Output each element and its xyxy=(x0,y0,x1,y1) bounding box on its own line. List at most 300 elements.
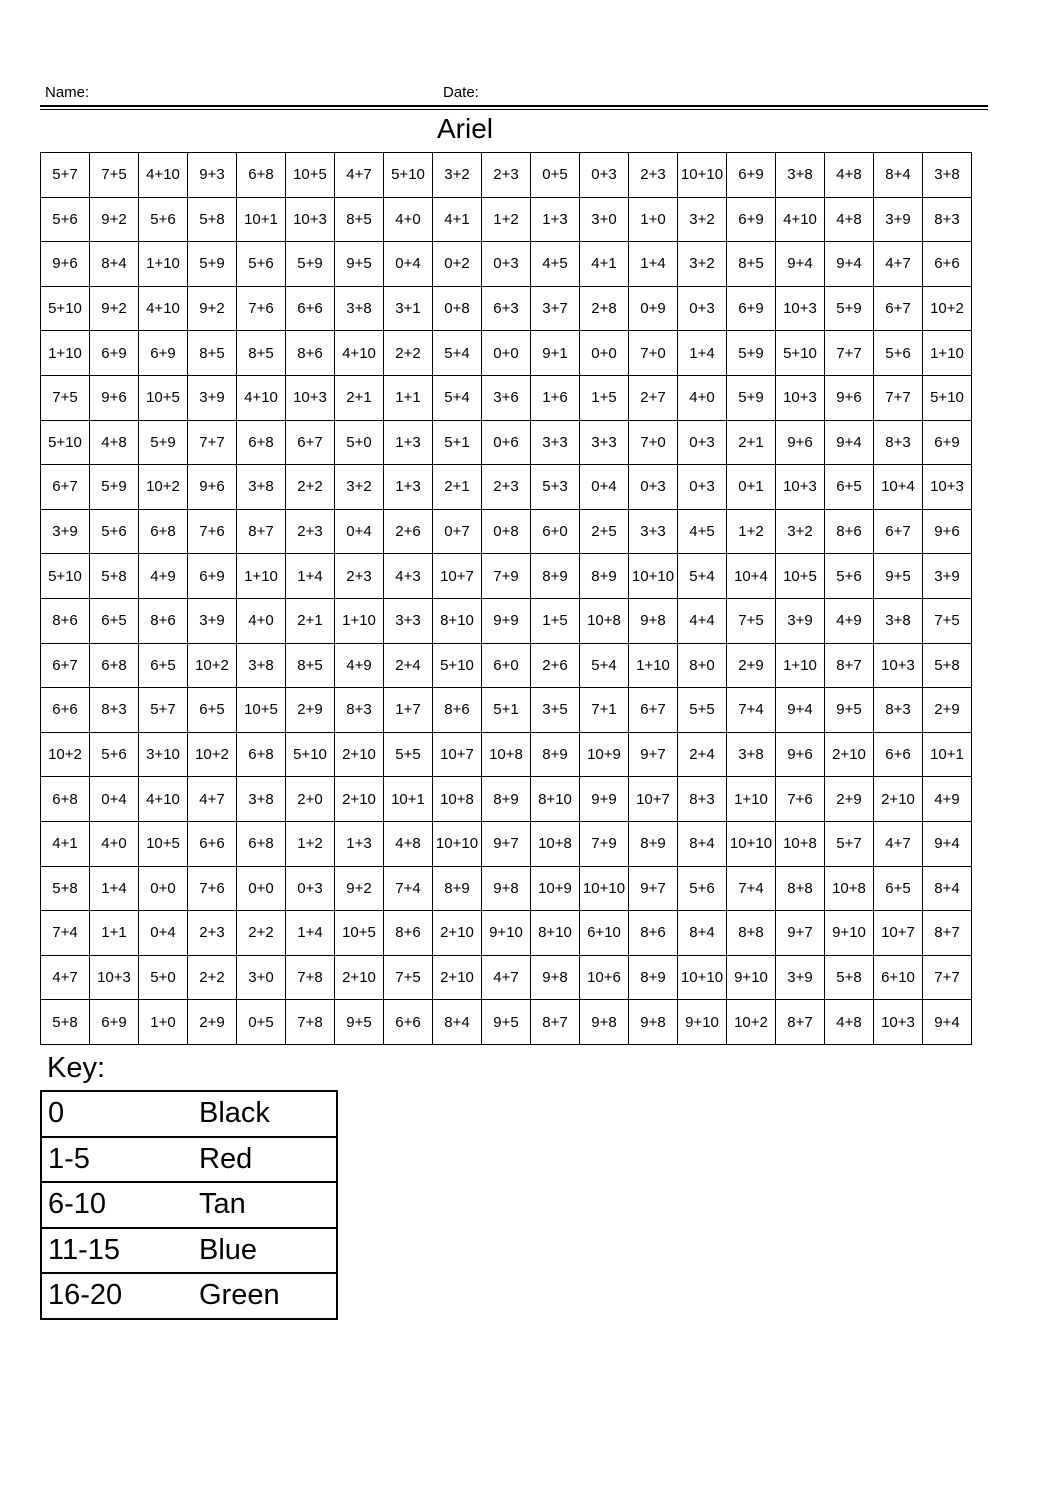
grid-cell: 1+10 xyxy=(923,331,972,376)
grid-row xyxy=(41,688,972,733)
grid-cell: 10+5 xyxy=(139,821,188,866)
grid-cell: 1+3 xyxy=(384,465,433,510)
grid-cell: 6+8 xyxy=(237,821,286,866)
grid-cell: 6+9 xyxy=(923,420,972,465)
grid-cell: 8+5 xyxy=(237,331,286,376)
grid-cell: 10+3 xyxy=(90,955,139,1000)
grid-cell: 5+8 xyxy=(90,554,139,599)
grid-cell: 8+10 xyxy=(433,598,482,643)
grid-cell: 9+6 xyxy=(188,465,237,510)
grid-cell: 9+9 xyxy=(580,777,629,822)
key-range: 0 xyxy=(41,1091,193,1137)
grid-cell: 3+3 xyxy=(531,420,580,465)
grid-cell: 0+3 xyxy=(286,866,335,911)
grid-row xyxy=(41,331,972,376)
grid-cell: 10+2 xyxy=(188,643,237,688)
grid-cell: 3+3 xyxy=(629,509,678,554)
grid-cell: 10+3 xyxy=(776,286,825,331)
grid-cell: 0+5 xyxy=(237,1000,286,1045)
grid-cell: 0+3 xyxy=(482,242,531,287)
grid-cell: 9+4 xyxy=(825,420,874,465)
grid-cell: 1+4 xyxy=(629,242,678,287)
grid-cell: 3+9 xyxy=(874,197,923,242)
grid-cell: 5+7 xyxy=(139,688,188,733)
grid-cell: 4+7 xyxy=(874,821,923,866)
grid-cell: 3+8 xyxy=(874,598,923,643)
grid-cell: 4+10 xyxy=(237,375,286,420)
grid-cell: 5+10 xyxy=(286,732,335,777)
grid-cell: 9+8 xyxy=(629,598,678,643)
grid-cell: 3+3 xyxy=(580,420,629,465)
grid-cell: 7+0 xyxy=(629,420,678,465)
grid-cell: 10+8 xyxy=(825,866,874,911)
grid-cell: 9+7 xyxy=(776,911,825,956)
grid-cell: 8+3 xyxy=(874,420,923,465)
grid-cell: 8+0 xyxy=(678,643,727,688)
grid-cell: 5+4 xyxy=(433,375,482,420)
grid-cell: 0+0 xyxy=(237,866,286,911)
grid-cell: 10+5 xyxy=(776,554,825,599)
grid-cell: 9+8 xyxy=(482,866,531,911)
grid-cell: 3+2 xyxy=(678,197,727,242)
grid-row xyxy=(41,509,972,554)
key-range: 1-5 xyxy=(41,1137,193,1183)
grid-cell: 8+6 xyxy=(286,331,335,376)
grid-row xyxy=(41,1000,972,1045)
grid-cell: 6+8 xyxy=(237,153,286,198)
grid-cell: 10+2 xyxy=(41,732,90,777)
grid-row xyxy=(41,598,972,643)
grid-cell: 9+8 xyxy=(580,1000,629,1045)
grid-cell: 6+9 xyxy=(727,197,776,242)
grid-cell: 5+9 xyxy=(727,375,776,420)
grid-cell: 1+1 xyxy=(90,911,139,956)
grid-cell: 5+6 xyxy=(139,197,188,242)
grid-cell: 7+5 xyxy=(923,598,972,643)
grid-cell: 2+10 xyxy=(825,732,874,777)
grid-cell: 8+9 xyxy=(433,866,482,911)
grid-row xyxy=(41,866,972,911)
grid-cell: 1+0 xyxy=(139,1000,188,1045)
grid-cell: 4+0 xyxy=(90,821,139,866)
grid-cell: 10+1 xyxy=(237,197,286,242)
grid-cell: 10+3 xyxy=(923,465,972,510)
grid-cell: 6+8 xyxy=(237,420,286,465)
grid-cell: 4+10 xyxy=(776,197,825,242)
grid-cell: 5+0 xyxy=(335,420,384,465)
grid-cell: 8+6 xyxy=(629,911,678,956)
grid-cell: 4+10 xyxy=(139,286,188,331)
grid-row xyxy=(41,732,972,777)
grid-cell: 0+4 xyxy=(90,777,139,822)
grid-cell: 4+1 xyxy=(41,821,90,866)
grid-cell: 3+0 xyxy=(580,197,629,242)
grid-cell: 9+8 xyxy=(629,1000,678,1045)
grid-cell: 7+6 xyxy=(188,866,237,911)
grid-cell: 6+7 xyxy=(41,465,90,510)
grid-cell: 7+5 xyxy=(41,375,90,420)
grid-cell: 8+6 xyxy=(433,688,482,733)
grid-row xyxy=(41,465,972,510)
grid-cell: 2+10 xyxy=(874,777,923,822)
key-range: 11-15 xyxy=(41,1228,193,1274)
grid-cell: 4+0 xyxy=(237,598,286,643)
grid-cell: 10+10 xyxy=(629,554,678,599)
grid-cell: 5+7 xyxy=(825,821,874,866)
grid-cell: 1+7 xyxy=(384,688,433,733)
grid-cell: 4+9 xyxy=(923,777,972,822)
grid-cell: 2+3 xyxy=(629,153,678,198)
grid-cell: 7+7 xyxy=(188,420,237,465)
grid-cell: 0+8 xyxy=(482,509,531,554)
grid-row xyxy=(41,643,972,688)
grid-cell: 7+4 xyxy=(41,911,90,956)
grid-cell: 4+3 xyxy=(384,554,433,599)
grid-cell: 5+6 xyxy=(237,242,286,287)
grid-cell: 10+8 xyxy=(433,777,482,822)
grid-cell: 6+8 xyxy=(90,643,139,688)
grid-cell: 0+6 xyxy=(482,420,531,465)
grid-cell: 0+3 xyxy=(678,286,727,331)
grid-cell: 2+10 xyxy=(335,732,384,777)
grid-cell: 2+1 xyxy=(433,465,482,510)
grid-cell: 9+8 xyxy=(531,955,580,1000)
grid-cell: 3+3 xyxy=(384,598,433,643)
grid-cell: 10+6 xyxy=(580,955,629,1000)
grid-cell: 8+8 xyxy=(776,866,825,911)
key-color: Red xyxy=(193,1137,337,1183)
grid-cell: 10+9 xyxy=(580,732,629,777)
grid-cell: 1+4 xyxy=(90,866,139,911)
grid-cell: 10+2 xyxy=(727,1000,776,1045)
grid-cell: 3+10 xyxy=(139,732,188,777)
math-grid xyxy=(40,152,972,1045)
worksheet-header xyxy=(40,84,988,106)
grid-cell: 2+4 xyxy=(678,732,727,777)
grid-cell: 8+3 xyxy=(874,688,923,733)
grid-cell: 2+9 xyxy=(188,1000,237,1045)
grid-cell: 4+1 xyxy=(433,197,482,242)
grid-row xyxy=(41,286,972,331)
grid-cell: 5+10 xyxy=(923,375,972,420)
grid-cell: 10+10 xyxy=(580,866,629,911)
grid-cell: 5+0 xyxy=(139,955,188,1000)
grid-cell: 7+7 xyxy=(923,955,972,1000)
grid-cell: 5+6 xyxy=(825,554,874,599)
grid-cell: 10+9 xyxy=(531,866,580,911)
grid-row xyxy=(41,955,972,1000)
grid-cell: 2+1 xyxy=(286,598,335,643)
grid-cell: 4+8 xyxy=(384,821,433,866)
grid-cell: 9+6 xyxy=(923,509,972,554)
grid-row xyxy=(41,554,972,599)
grid-cell: 9+10 xyxy=(727,955,776,1000)
grid-cell: 5+7 xyxy=(41,153,90,198)
grid-cell: 2+9 xyxy=(727,643,776,688)
grid-cell: 8+4 xyxy=(90,242,139,287)
grid-row xyxy=(41,242,972,287)
grid-cell: 6+8 xyxy=(139,509,188,554)
grid-cell: 4+9 xyxy=(139,554,188,599)
grid-cell: 10+10 xyxy=(678,955,727,1000)
grid-cell: 0+3 xyxy=(678,420,727,465)
grid-cell: 5+5 xyxy=(678,688,727,733)
grid-row xyxy=(41,420,972,465)
grid-cell: 7+4 xyxy=(384,866,433,911)
grid-cell: 8+9 xyxy=(531,732,580,777)
grid-cell: 8+4 xyxy=(433,1000,482,1045)
grid-cell: 10+7 xyxy=(433,554,482,599)
grid-cell: 5+3 xyxy=(531,465,580,510)
grid-cell: 4+8 xyxy=(825,197,874,242)
grid-cell: 9+7 xyxy=(629,866,678,911)
grid-cell: 1+6 xyxy=(531,375,580,420)
grid-cell: 6+7 xyxy=(286,420,335,465)
grid-cell: 2+5 xyxy=(580,509,629,554)
grid-cell: 1+3 xyxy=(531,197,580,242)
grid-cell: 3+5 xyxy=(531,688,580,733)
grid-cell: 4+0 xyxy=(384,197,433,242)
grid-cell: 7+1 xyxy=(580,688,629,733)
grid-cell: 3+2 xyxy=(335,465,384,510)
grid-cell: 5+4 xyxy=(580,643,629,688)
grid-cell: 3+8 xyxy=(237,643,286,688)
grid-cell: 2+4 xyxy=(384,643,433,688)
grid-cell: 9+6 xyxy=(776,420,825,465)
grid-cell: 8+10 xyxy=(531,911,580,956)
grid-cell: 3+9 xyxy=(188,598,237,643)
grid-cell: 8+3 xyxy=(90,688,139,733)
grid-cell: 9+4 xyxy=(923,821,972,866)
grid-cell: 2+7 xyxy=(629,375,678,420)
grid-cell: 0+0 xyxy=(580,331,629,376)
grid-cell: 5+9 xyxy=(139,420,188,465)
grid-cell: 10+7 xyxy=(629,777,678,822)
grid-cell: 6+7 xyxy=(41,643,90,688)
grid-cell: 5+9 xyxy=(188,242,237,287)
grid-cell: 1+5 xyxy=(531,598,580,643)
grid-cell: 2+9 xyxy=(923,688,972,733)
grid-cell: 4+0 xyxy=(678,375,727,420)
grid-cell: 9+4 xyxy=(776,242,825,287)
grid-cell: 5+6 xyxy=(678,866,727,911)
grid-cell: 10+7 xyxy=(433,732,482,777)
grid-cell: 7+4 xyxy=(727,688,776,733)
grid-cell: 8+8 xyxy=(727,911,776,956)
grid-cell: 6+6 xyxy=(188,821,237,866)
grid-cell: 8+4 xyxy=(678,911,727,956)
grid-cell: 6+9 xyxy=(188,554,237,599)
grid-cell: 5+9 xyxy=(727,331,776,376)
grid-cell: 3+9 xyxy=(188,375,237,420)
grid-cell: 0+4 xyxy=(580,465,629,510)
grid-cell: 3+1 xyxy=(384,286,433,331)
grid-row xyxy=(41,197,972,242)
grid-cell: 3+9 xyxy=(41,509,90,554)
grid-cell: 10+2 xyxy=(188,732,237,777)
grid-cell: 9+6 xyxy=(776,732,825,777)
grid-cell: 9+7 xyxy=(482,821,531,866)
grid-cell: 4+10 xyxy=(139,777,188,822)
grid-cell: 6+6 xyxy=(384,1000,433,1045)
grid-cell: 2+3 xyxy=(188,911,237,956)
grid-cell: 7+5 xyxy=(384,955,433,1000)
grid-cell: 1+10 xyxy=(41,331,90,376)
grid-cell: 10+3 xyxy=(286,197,335,242)
grid-cell: 5+1 xyxy=(482,688,531,733)
grid-cell: 3+9 xyxy=(776,598,825,643)
grid-cell: 7+5 xyxy=(90,153,139,198)
grid-cell: 1+3 xyxy=(384,420,433,465)
grid-cell: 4+1 xyxy=(580,242,629,287)
grid-cell: 1+10 xyxy=(139,242,188,287)
grid-cell: 3+2 xyxy=(776,509,825,554)
grid-cell: 10+3 xyxy=(286,375,335,420)
grid-cell: 4+10 xyxy=(335,331,384,376)
grid-cell: 6+8 xyxy=(237,732,286,777)
grid-cell: 8+9 xyxy=(629,821,678,866)
grid-cell: 2+1 xyxy=(727,420,776,465)
grid-cell: 8+3 xyxy=(678,777,727,822)
grid-cell: 7+8 xyxy=(286,955,335,1000)
grid-cell: 4+4 xyxy=(678,598,727,643)
grid-cell: 5+6 xyxy=(874,331,923,376)
grid-cell: 1+2 xyxy=(482,197,531,242)
grid-cell: 10+10 xyxy=(678,153,727,198)
grid-cell: 0+5 xyxy=(531,153,580,198)
grid-cell: 6+7 xyxy=(874,286,923,331)
grid-cell: 1+10 xyxy=(237,554,286,599)
key-color: Tan xyxy=(193,1182,337,1228)
grid-cell: 1+2 xyxy=(286,821,335,866)
grid-row xyxy=(41,777,972,822)
grid-cell: 8+10 xyxy=(531,777,580,822)
grid-cell: 3+9 xyxy=(923,554,972,599)
grid-cell: 6+9 xyxy=(90,331,139,376)
grid-cell: 1+4 xyxy=(286,911,335,956)
key-row xyxy=(41,1228,337,1274)
grid-cell: 9+6 xyxy=(825,375,874,420)
grid-cell: 0+7 xyxy=(433,509,482,554)
grid-cell: 8+4 xyxy=(874,153,923,198)
grid-cell: 1+10 xyxy=(629,643,678,688)
grid-cell: 3+0 xyxy=(237,955,286,1000)
grid-cell: 0+1 xyxy=(727,465,776,510)
grid-cell: 7+6 xyxy=(776,777,825,822)
grid-cell: 5+8 xyxy=(188,197,237,242)
key-row xyxy=(41,1091,337,1137)
grid-cell: 5+10 xyxy=(433,643,482,688)
grid-cell: 2+6 xyxy=(531,643,580,688)
grid-cell: 5+9 xyxy=(90,465,139,510)
grid-cell: 10+1 xyxy=(923,732,972,777)
grid-cell: 6+9 xyxy=(139,331,188,376)
key-label: Key: xyxy=(47,1052,106,1084)
grid-cell: 8+7 xyxy=(825,643,874,688)
key-color: Blue xyxy=(193,1228,337,1274)
date-label: Date: xyxy=(443,84,479,101)
grid-cell: 6+5 xyxy=(139,643,188,688)
grid-cell: 6+5 xyxy=(825,465,874,510)
grid-cell: 0+3 xyxy=(629,465,678,510)
grid-cell: 6+10 xyxy=(580,911,629,956)
grid-cell: 4+7 xyxy=(188,777,237,822)
grid-cell: 9+4 xyxy=(825,242,874,287)
grid-cell: 8+4 xyxy=(678,821,727,866)
grid-cell: 4+5 xyxy=(531,242,580,287)
grid-cell: 5+4 xyxy=(433,331,482,376)
grid-cell: 6+9 xyxy=(727,286,776,331)
grid-cell: 8+9 xyxy=(580,554,629,599)
grid-cell: 6+6 xyxy=(874,732,923,777)
grid-cell: 7+6 xyxy=(237,286,286,331)
grid-cell: 6+5 xyxy=(188,688,237,733)
grid-cell: 1+3 xyxy=(335,821,384,866)
grid-cell: 4+10 xyxy=(139,153,188,198)
grid-cell: 10+5 xyxy=(286,153,335,198)
grid-cell: 9+2 xyxy=(335,866,384,911)
grid-cell: 5+10 xyxy=(41,286,90,331)
grid-cell: 0+9 xyxy=(629,286,678,331)
grid-cell: 8+5 xyxy=(335,197,384,242)
grid-cell: 4+5 xyxy=(678,509,727,554)
grid-cell: 7+5 xyxy=(727,598,776,643)
grid-cell: 1+4 xyxy=(286,554,335,599)
key-color: Green xyxy=(193,1273,337,1319)
grid-cell: 1+5 xyxy=(580,375,629,420)
grid-cell: 2+2 xyxy=(286,465,335,510)
grid-cell: 6+6 xyxy=(286,286,335,331)
grid-cell: 2+8 xyxy=(580,286,629,331)
grid-cell: 2+2 xyxy=(188,955,237,1000)
grid-row xyxy=(41,375,972,420)
grid-cell: 4+9 xyxy=(825,598,874,643)
grid-cell: 5+8 xyxy=(923,643,972,688)
grid-cell: 8+9 xyxy=(629,955,678,1000)
key-row xyxy=(41,1137,337,1183)
grid-cell: 8+6 xyxy=(41,598,90,643)
grid-cell: 1+10 xyxy=(335,598,384,643)
grid-cell: 2+3 xyxy=(286,509,335,554)
grid-cell: 7+7 xyxy=(825,331,874,376)
grid-cell: 5+10 xyxy=(41,554,90,599)
grid-cell: 2+9 xyxy=(286,688,335,733)
grid-cell: 2+6 xyxy=(384,509,433,554)
grid-cell: 3+8 xyxy=(923,153,972,198)
grid-cell: 0+2 xyxy=(433,242,482,287)
grid-cell: 9+6 xyxy=(90,375,139,420)
grid-cell: 10+10 xyxy=(727,821,776,866)
grid-cell: 8+5 xyxy=(727,242,776,287)
grid-cell: 4+7 xyxy=(874,242,923,287)
grid-cell: 2+2 xyxy=(384,331,433,376)
grid-cell: 6+0 xyxy=(531,509,580,554)
grid-cell: 5+10 xyxy=(776,331,825,376)
grid-cell: 8+3 xyxy=(335,688,384,733)
name-label: Name: xyxy=(45,84,90,101)
grid-cell: 9+2 xyxy=(188,286,237,331)
grid-cell: 9+1 xyxy=(531,331,580,376)
grid-cell: 3+8 xyxy=(335,286,384,331)
grid-cell: 10+4 xyxy=(874,465,923,510)
grid-cell: 9+5 xyxy=(482,1000,531,1045)
grid-cell: 4+8 xyxy=(825,153,874,198)
grid-cell: 6+3 xyxy=(482,286,531,331)
grid-cell: 2+3 xyxy=(482,153,531,198)
grid-cell: 6+10 xyxy=(874,955,923,1000)
grid-cell: 3+2 xyxy=(678,242,727,287)
grid-cell: 7+8 xyxy=(286,1000,335,1045)
